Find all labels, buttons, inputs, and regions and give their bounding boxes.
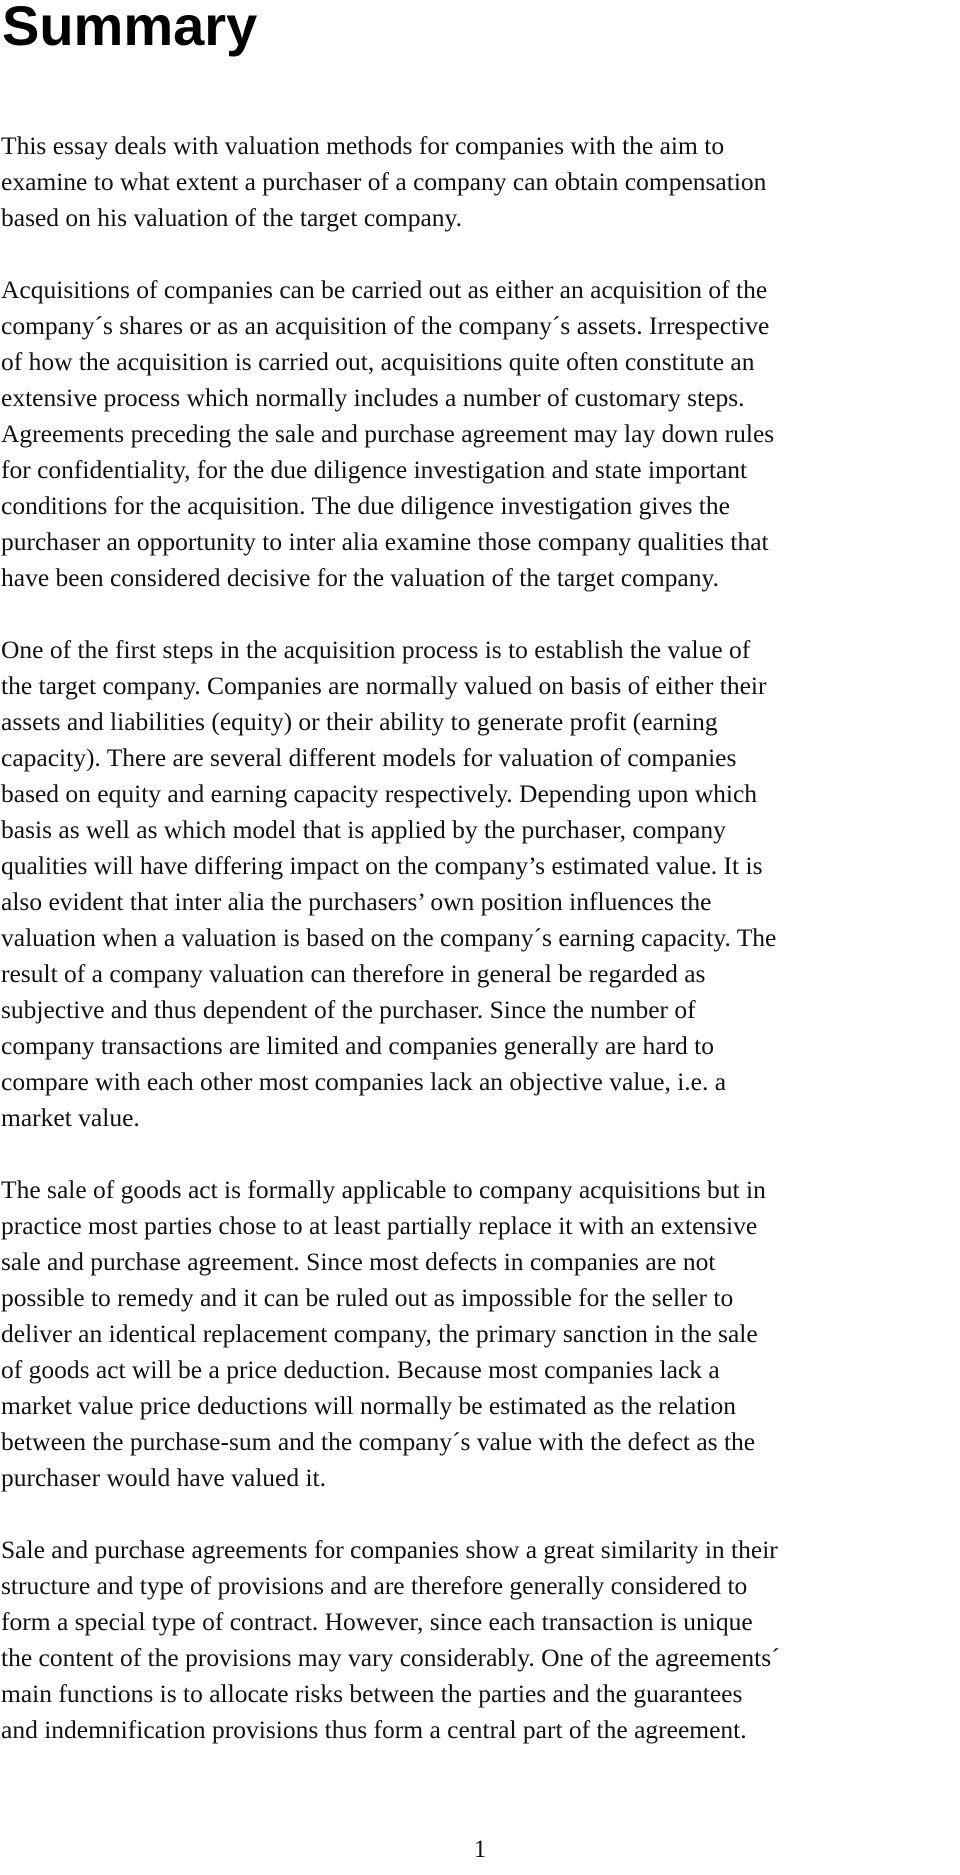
text-line: purchaser would have valued it. (1, 1463, 327, 1492)
text-line: purchaser an opportunity to inter alia examine those company qualities that (1, 527, 769, 556)
text-line: One of the first steps in the acquisition process is to establish the value of (1, 635, 751, 664)
paragraph-acquisitions (1, 272, 959, 596)
paragraph-agreements (1, 1532, 959, 1748)
text-line: market value. (1, 1103, 140, 1132)
text-line: result of a company valuation can therefore in general be regarded as (1, 959, 706, 988)
text-line: subjective and thus dependent of the purchaser. Since the number of (1, 995, 696, 1024)
text-line: examine to what extent a purchaser of a company can obtain compensation (1, 167, 767, 196)
text-line: form a special type of contract. However, since each transaction is unique (1, 1607, 753, 1636)
text-line: deliver an identical replacement company, the primary sanction in the sale (1, 1319, 758, 1348)
text-line: Acquisitions of companies can be carried out as either an acquisition of the (1, 275, 768, 304)
body-text (1, 128, 959, 1784)
text-line: also evident that inter alia the purchasers’ own position influences the (1, 887, 712, 916)
text-line: basis as well as which model that is applied by the purchaser, company (1, 815, 726, 844)
text-line: for confidentiality, for the due diligence investigation and state important (1, 455, 748, 484)
paragraph-valuation (1, 632, 959, 1136)
text-line: valuation when a valuation is based on the company´s earning capacity. The (1, 923, 777, 952)
page-title: Summary (2, 0, 258, 57)
text-line: capacity). There are several different models for valuation of companies (1, 743, 737, 772)
text-line: structure and type of provisions and are therefore generally considered to (1, 1571, 748, 1600)
text-line: qualities will have differing impact on the company’s estimated value. It is (1, 851, 763, 880)
text-line: Agreements preceding the sale and purchase agreement may lay down rules (1, 419, 775, 448)
text-line: extensive process which normally includes a number of customary steps. (1, 383, 745, 412)
text-line: of how the acquisition is carried out, acquisitions quite often constitute an (1, 347, 755, 376)
text-line: compare with each other most companies lack an objective value, i.e. a (1, 1067, 727, 1096)
text-line: main functions is to allocate risks between the parties and the guarantees (1, 1679, 743, 1708)
text-line: conditions for the acquisition. The due diligence investigation gives the (1, 491, 730, 520)
paragraph-intro (1, 128, 959, 236)
text-line: company transactions are limited and companies generally are hard to (1, 1031, 715, 1060)
text-line: Sale and purchase agreements for companies show a great similarity in their (1, 1535, 778, 1564)
text-line: between the purchase-sum and the company´s value with the defect as the (1, 1427, 756, 1456)
text-line: The sale of goods act is formally applicable to company acquisitions but in (1, 1175, 766, 1204)
paragraph-sale-of-goods (1, 1172, 959, 1496)
text-line: company´s shares or as an acquisition of the company´s assets. Irrespective (1, 311, 770, 340)
page-number: 1 (473, 1836, 487, 1863)
text-line: the content of the provisions may vary considerably. One of the agreements´ (1, 1643, 780, 1672)
text-line: have been considered decisive for the valuation of the target company. (1, 563, 719, 592)
text-line: the target company. Companies are normally valued on basis of either their (1, 671, 767, 700)
text-line: sale and purchase agreement. Since most defects in companies are not (1, 1247, 716, 1276)
text-line: and indemnification provisions thus form a central part of the agreement. (1, 1715, 747, 1744)
text-line: market value price deductions will normally be estimated as the relation (1, 1391, 737, 1420)
text-line: possible to remedy and it can be ruled out as impossible for the seller to (1, 1283, 734, 1312)
text-line: This essay deals with valuation methods for companies with the aim to (1, 131, 725, 160)
text-line: of goods act will be a price deduction. Because most companies lack a (1, 1355, 720, 1384)
text-line: assets and liabilities (equity) or their ability to generate profit (earning (1, 707, 718, 736)
text-line: practice most parties chose to at least partially replace it with an extensive (1, 1211, 758, 1240)
text-line: based on his valuation of the target company. (1, 203, 463, 232)
text-line: based on equity and earning capacity respectively. Depending upon which (1, 779, 758, 808)
